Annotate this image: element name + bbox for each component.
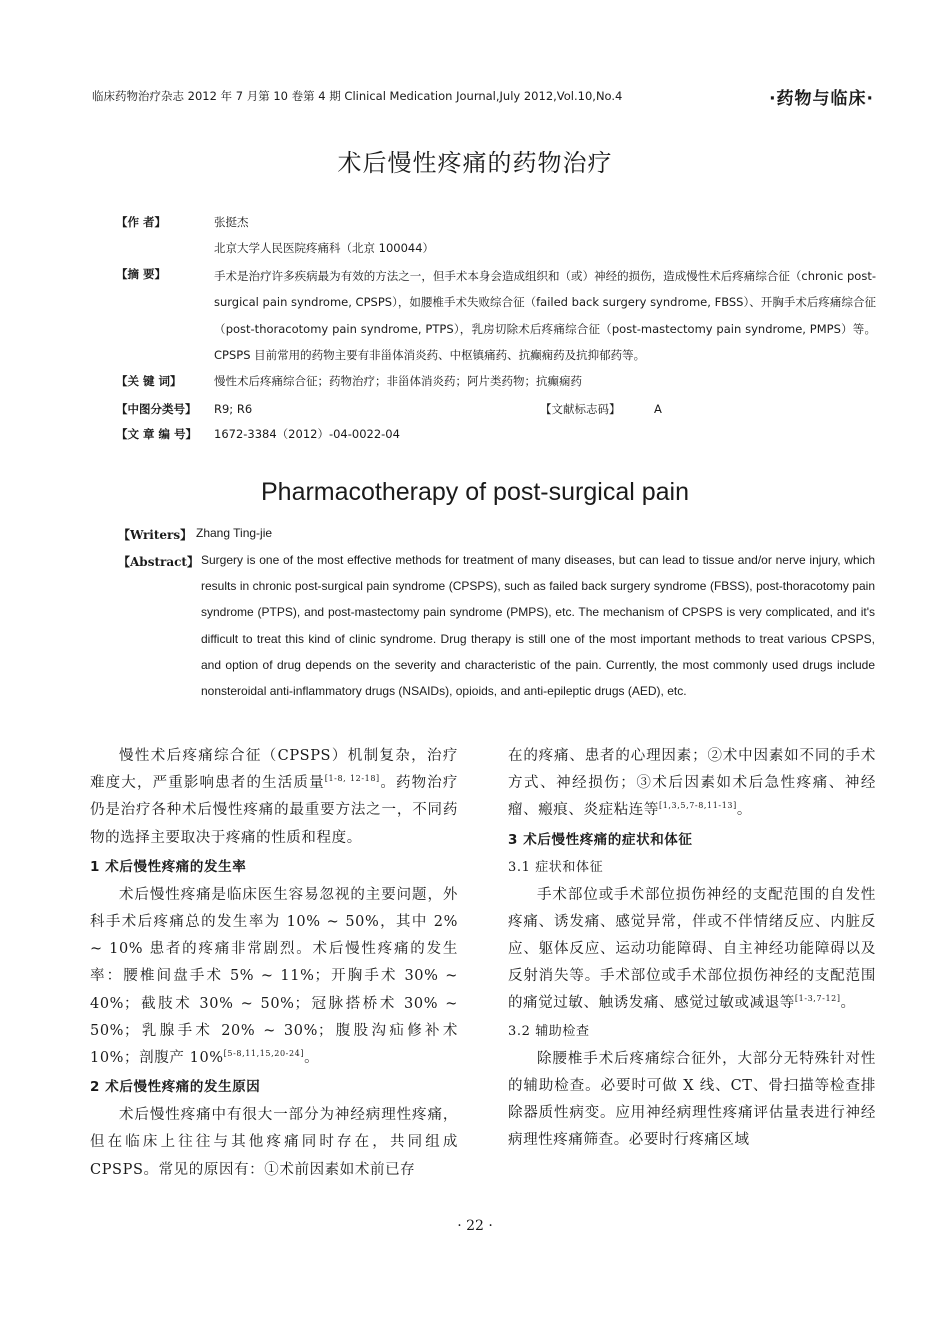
section-3-heading: 3 术后慢性疼痛的症状和体征 [508, 831, 693, 848]
abstract-cn-text: 手术是治疗许多疾病最为有效的方法之一，但手术本身会造成组织和（或）神经的损伤，造成慢性术后疼痛综合征（chronic post-surgical pain syndrome, CPSPS），如腰椎手术失败综合征（failed back surgery syndrome, FBSS）、开胸手术后疼痛综合征（post-thoracotomy pain syndrome, PTPS），乳房切除术后疼痛综合征（post-mastectomy pain syndrome, PMPS）等。CPSPS 目前常用的药物主要有非甾体消炎药、中枢镇痛药、抗癫痫药及抗抑郁药等。 [214, 269, 876, 362]
intro-citation: [1-8, 12-18] [324, 774, 380, 784]
abstract-label-row [116, 261, 202, 287]
article-no: 1672-3384（2012）-04-0022-04 [214, 427, 400, 441]
section-1-citation: [5-8,11,15,20-24] [223, 1049, 305, 1059]
author-name: 张挺杰 [214, 215, 249, 229]
writers: Zhang Ting-jie [196, 526, 273, 540]
section-3-1-tail: 。 [840, 995, 856, 1012]
left-column [90, 743, 458, 1184]
article-title-en: Pharmacotherapy of post-surgical pain [260, 478, 689, 506]
section-1-paragraph [90, 882, 458, 1072]
section-2-citation: [1,3,5,7-8,11-13] [659, 801, 737, 811]
affiliation: 北京大学人民医院疼痛科（北京 100044） [214, 241, 435, 255]
article-no-label: 【文 章 编 号】 [116, 427, 198, 441]
keywords-row [116, 368, 582, 394]
section-3-2-heading: 3.2 辅助检查 [508, 1023, 590, 1039]
section-2-paragraph: 术后慢性疼痛中有很大一部分为神经病理性疼痛，但在临床上往往与其他疼痛同时存在，共同组成 CPSPS。常见的原因有：①术前因素如术前已存 [90, 1107, 458, 1178]
running-head: 临床药物治疗杂志 2012 年 7 月第 10 卷第 4 期 Clinical Medication Journal,July 2012,Vol.10,No.4 [92, 89, 623, 103]
writers-label: 【Writers】 [118, 528, 193, 542]
section-2-heading: 2 术后慢性疼痛的发生原因 [90, 1079, 261, 1096]
section-3-1-citation: [1-3,7-12] [794, 994, 841, 1004]
page-number: · 22 · [457, 1218, 493, 1234]
keywords-label: 【关 键 词】 [116, 374, 182, 388]
clc-label: 【中图分类号】 [116, 402, 197, 416]
section-1-tail: 。 [304, 1050, 320, 1067]
doc-code: A [654, 402, 662, 416]
clc-code: R9; R6 [214, 402, 253, 416]
intro-paragraph [90, 743, 458, 852]
clc-row [116, 396, 662, 422]
author-label: 【作 者】 [116, 215, 167, 229]
section-3-2-paragraph: 除腰椎手术后疼痛综合征外，大部分无特殊针对性的辅助检查。必要时可做 X 线、CT、骨扫描等检查排除器质性病变。应用神经病理性疼痛评估量表进行神经病理性疼痛筛查。必要时行疼痛区域 [508, 1050, 876, 1149]
section-3-1-paragraph [508, 882, 876, 1018]
author-row [116, 209, 249, 235]
section-2-tail: 。 [736, 802, 752, 819]
abstract-en-label: 【Abstract】 [118, 555, 199, 569]
section-3-1-text: 手术部位或手术部位损伤神经的支配范围的自发性疼痛、诱发痛、感觉异常，伴或不伴情绪反应、内脏反应、躯体反应、运动功能障碍、自主神经功能障碍以及反射消失等。手术部位或手术部位损伤神经的支配范围的痛觉过敏、触诱发痛、感觉过敏或减退等 [508, 886, 876, 1012]
section-2-continued [508, 743, 876, 825]
doc-code-label: 【文献标志码】 [540, 402, 621, 416]
abstract-cn-label: 【摘 要】 [116, 267, 167, 281]
section-2-cont-text: 在的疼痛、患者的心理因素；②术中因素如不同的手术方式、神经损伤；③术后因素如术后急性疼痛、神经瘤、瘢痕、炎症粘连等 [508, 748, 876, 819]
intro-tail: 。药物治疗仍是治疗各种术后慢性疼痛的最重要方法之一，不同药物的选择主要取决于疼痛的性质和程度。 [90, 775, 459, 846]
abstract-en-text: Surgery is one of the most effective methods for treatment of many diseases, but can lead to tissue and/or nerve injury, which results in chronic post-surgical pain syndrome (CPSPS), such as failed back surgery syndrome (FBSS), post-thoracotomy pain syndrome (PTPS), and post-mastectomy pain syndrome (PMPS), etc. The mechanism of CPSPS is very complicated, and it's difficult to treat this kind of clinic syndrome. Drug therapy is still one of the most important methods to treat various CPSPS, and option of drug depends on the severity and characteristic of the pain. Currently, the most commonly used drugs include nonsteroidal anti-inflammatory drugs (NSAIDs), opioids, and anti-epileptic drugs (AED), etc. [201, 553, 875, 699]
intro-text: 慢性术后疼痛综合征（CPSPS）机制复杂，治疗难度大，严重影响患者的生活质量 [90, 748, 458, 792]
section-tag: ·药物与临床· [769, 89, 874, 109]
section-3-1-heading: 3.1 症状和体征 [508, 859, 604, 875]
section-1-heading: 1 术后慢性疼痛的发生率 [90, 858, 247, 875]
right-column [508, 743, 876, 1154]
article-no-row [116, 421, 400, 447]
article-title-cn: 术后慢性疼痛的药物治疗 [337, 149, 613, 177]
section-1-text: 术后慢性疼痛是临床医生容易忽视的主要问题，外科手术后疼痛总的发生率为 10% ~ 50%，其中 2% ~ 10% 患者的疼痛非常剧烈。术后慢性疼痛的发生率：腰椎间盘手术 5% ~ 11%；开胸手术 30% ~ 40%；截肢术 30% ~ 50%；冠脉搭桥术 30% ~ 50%；乳腺手术 20% ~ 30%；腹股沟疝修补术 10%；剖腹产 10% [90, 886, 458, 1067]
keywords: 慢性术后疼痛综合征；药物治疗；非甾体消炎药；阿片类药物；抗癫痫药 [214, 374, 582, 388]
